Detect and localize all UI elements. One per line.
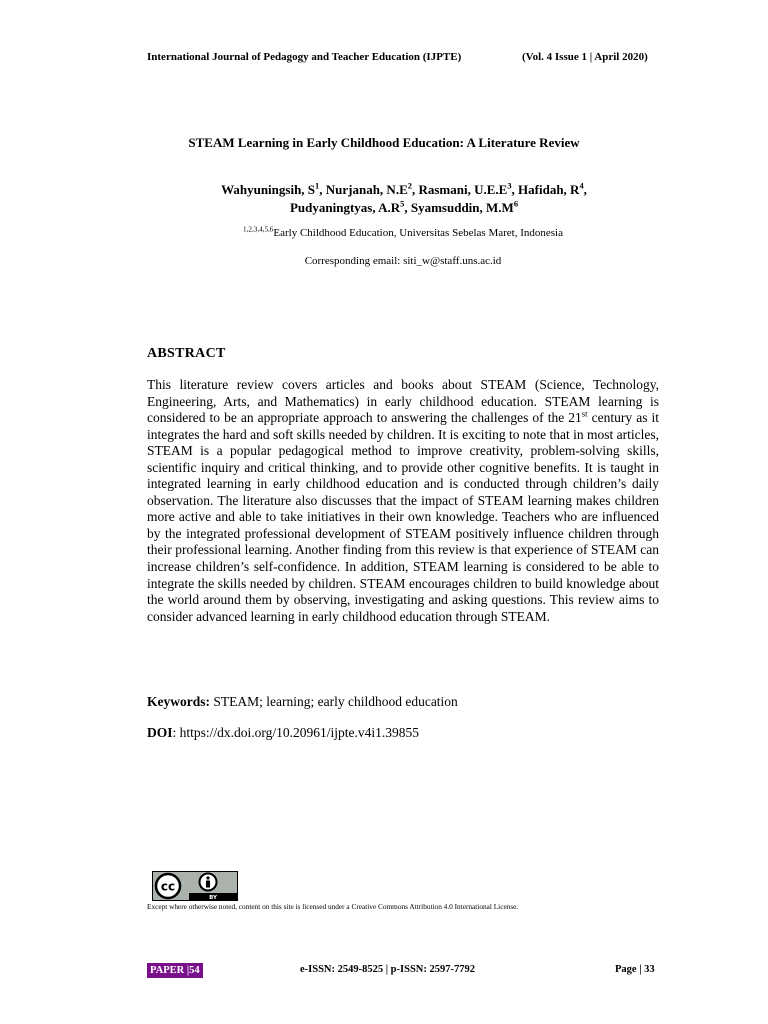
author: Syamsuddin, $M.M^6$: [410, 198, 519, 215]
author-line-1: [150, 181, 658, 199]
abstract-body: This literature review covers articles and books about STEAM (Science, Technology, Engineering, Arts, and Mathematics) in early childhood education. STEAM learning is considered to be an appropriate approach to answering the challenges of the 21st century as it integrates the hard and soft skills needed by children. It is exciting to note that in most articles, STEAM is a popular pedagogical method to improve creativity, problem-solving skills, scientific inquiry and critical thinking, and to provide other cognitive benefits. It is taught in integrated learning in early childhood education and is conducted through children’s daily observation. The literature also discusses that the impact of STEAM learning makes children more active and able to take initiatives in their own knowledge. Teachers who are influenced by the integrated professional development of STEAM positively influence children through their professional learning. Another finding from this review is that experience of STEAM can increase children’s self-confidence. In addition, STEAM learning is considered to be able to integrate the skills needed by children. STEAM encourages children to build knowledge about the world around them by observing, investigating and asking questions. This review aims to consider advanced learning in early childhood education through STEAM.: [147, 377, 659, 624]
license-text: Except where otherwise noted, content on this site is licensed under a Creative Commons Attribution 4.0 International License.: [147, 902, 519, 911]
issn-info: e-ISSN: 2549-8525 | p-ISSN: 2597-7792: [300, 964, 475, 975]
cc-by-license-icon[interactable]: [152, 871, 238, 901]
affiliation: $^{1,2,3,4,5,6}$Early Childhood Education, Universitas Sebelas Maret, Indonesia: [243, 225, 563, 239]
author: Pudyaningtyas, $A.R^5$,: [289, 198, 411, 215]
paper-title: STEAM Learning in Early Childhood Education: A Literature Review: [188, 135, 580, 150]
author-line-2: [150, 199, 658, 217]
volume-info: (Vol. 4 Issue 1 | April 2020): [522, 51, 648, 63]
abstract-heading: ABSTRACT: [147, 346, 226, 361]
author-list: [150, 181, 658, 217]
svg-text:BY: BY: [209, 895, 217, 901]
keywords: Keywords: STEAM; learning; early childhood education: [147, 694, 458, 709]
author: Rasmani, $U.E.E^3$,: [418, 180, 519, 197]
page-number: Page | 33: [615, 964, 655, 975]
corresponding-email: Corresponding email: siti_w@staff.uns.ac.id: [304, 255, 502, 267]
doi-link[interactable]: : https://dx.doi.org/10.20961/ijpte.v4i1.39855: [172, 725, 420, 740]
paper-badge: PAPER |54: [147, 963, 203, 978]
svg-text:cc: cc: [160, 879, 176, 894]
author: Hafidah, $R^4$,: [518, 180, 587, 197]
author: Wahyuningsih, $S^1$,: [221, 180, 326, 197]
author: Nurjanah, $N.E^2$,: [325, 180, 419, 197]
journal-name: International Journal of Pedagogy and Teacher Education (IJPTE): [147, 51, 462, 63]
doi: DOI: https://dx.doi.org/10.20961/ijpte.v4i1.39855: [147, 725, 420, 740]
